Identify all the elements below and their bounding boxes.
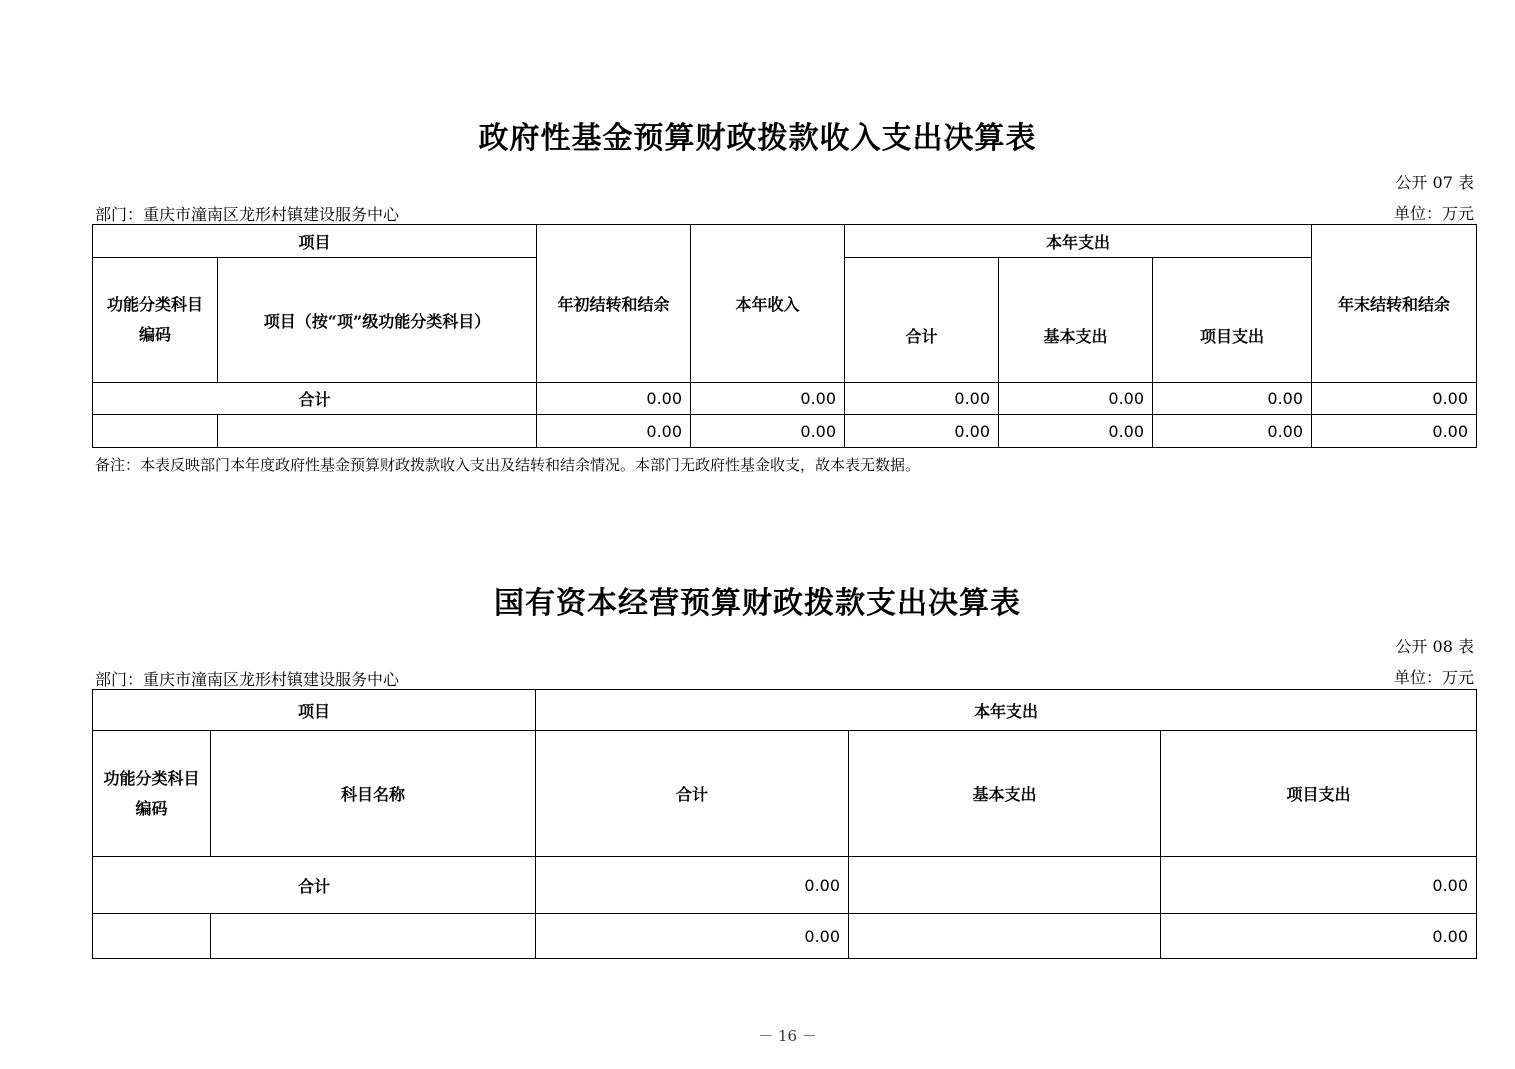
cell-value — [849, 857, 1161, 914]
table8-dept: 部门：重庆市潼南区龙形村镇建设服务中心 — [95, 670, 400, 689]
header-expense-group: 本年支出 — [536, 690, 1477, 731]
cell-value: 0.00 — [999, 383, 1153, 415]
header-basic: 基本支出 — [849, 731, 1161, 857]
table7-title: 政府性基金预算财政拨款收入支出决算表 — [478, 121, 1037, 156]
cell-code — [93, 914, 211, 959]
header-expense-group: 本年支出 — [845, 225, 1312, 258]
table8 — [92, 689, 1477, 959]
cell-value: 0.00 — [537, 383, 691, 415]
cell-code — [93, 415, 218, 448]
table7-dept: 部门：重庆市潼南区龙形村镇建设服务中心 — [95, 205, 400, 224]
table7 — [92, 224, 1477, 448]
cell-value: 0.00 — [536, 914, 849, 959]
table7-note: 备注：本表反映部门本年度政府性基金预算财政拨款收入支出及结转和结余情况。本部门无政府性基金收支，故本表无数据。 — [95, 456, 921, 474]
total-label: 合计 — [93, 857, 536, 914]
cell-value: 0.00 — [536, 857, 849, 914]
cell-value: 0.00 — [999, 415, 1153, 448]
header-project-exp: 项目支出 — [1161, 731, 1477, 857]
header-project: 项目 — [93, 225, 537, 258]
cell-value: 0.00 — [691, 415, 845, 448]
cell-value: 0.00 — [537, 415, 691, 448]
cell-name — [211, 914, 536, 959]
cell-value: 0.00 — [1153, 415, 1312, 448]
table8-title: 国有资本经营预算财政拨款支出决算表 — [494, 586, 1021, 621]
cell-value: 0.00 — [845, 383, 999, 415]
header-income: 本年收入 — [691, 225, 845, 383]
header-total: 合计 — [536, 731, 849, 857]
header-end-balance: 年末结转和结余 — [1312, 225, 1477, 383]
table7-unit: 单位：万元 — [1393, 204, 1474, 223]
table-row — [93, 914, 1477, 959]
table-row — [93, 415, 1477, 448]
cell-value — [849, 914, 1161, 959]
table8-code: 公开 08 表 — [1395, 637, 1474, 656]
header-func-code: 功能分类科目编码 — [93, 258, 218, 383]
header-project: 项目 — [93, 690, 536, 731]
cell-value: 0.00 — [845, 415, 999, 448]
table-row — [93, 857, 1477, 914]
total-label: 合计 — [93, 383, 537, 415]
table7-code: 公开 07 表 — [1395, 173, 1474, 192]
cell-value: 0.00 — [691, 383, 845, 415]
header-basic: 基本支出 — [999, 258, 1153, 383]
header-func-code: 功能分类科目编码 — [93, 731, 211, 857]
table8-unit: 单位：万元 — [1393, 668, 1474, 687]
cell-value: 0.00 — [1153, 383, 1312, 415]
header-total: 合计 — [845, 258, 999, 383]
table-row — [93, 383, 1477, 415]
header-project-exp: 项目支出 — [1153, 258, 1312, 383]
header-begin-balance: 年初结转和结余 — [537, 225, 691, 383]
cell-value: 0.00 — [1161, 857, 1477, 914]
header-project-name: 项目（按“项”级功能分类科目） — [218, 258, 537, 383]
cell-value: 0.00 — [1312, 415, 1477, 448]
cell-name — [218, 415, 537, 448]
page-number: － 16 － — [758, 1027, 817, 1045]
cell-value: 0.00 — [1161, 914, 1477, 959]
header-subject-name: 科目名称 — [211, 731, 536, 857]
cell-value: 0.00 — [1312, 383, 1477, 415]
